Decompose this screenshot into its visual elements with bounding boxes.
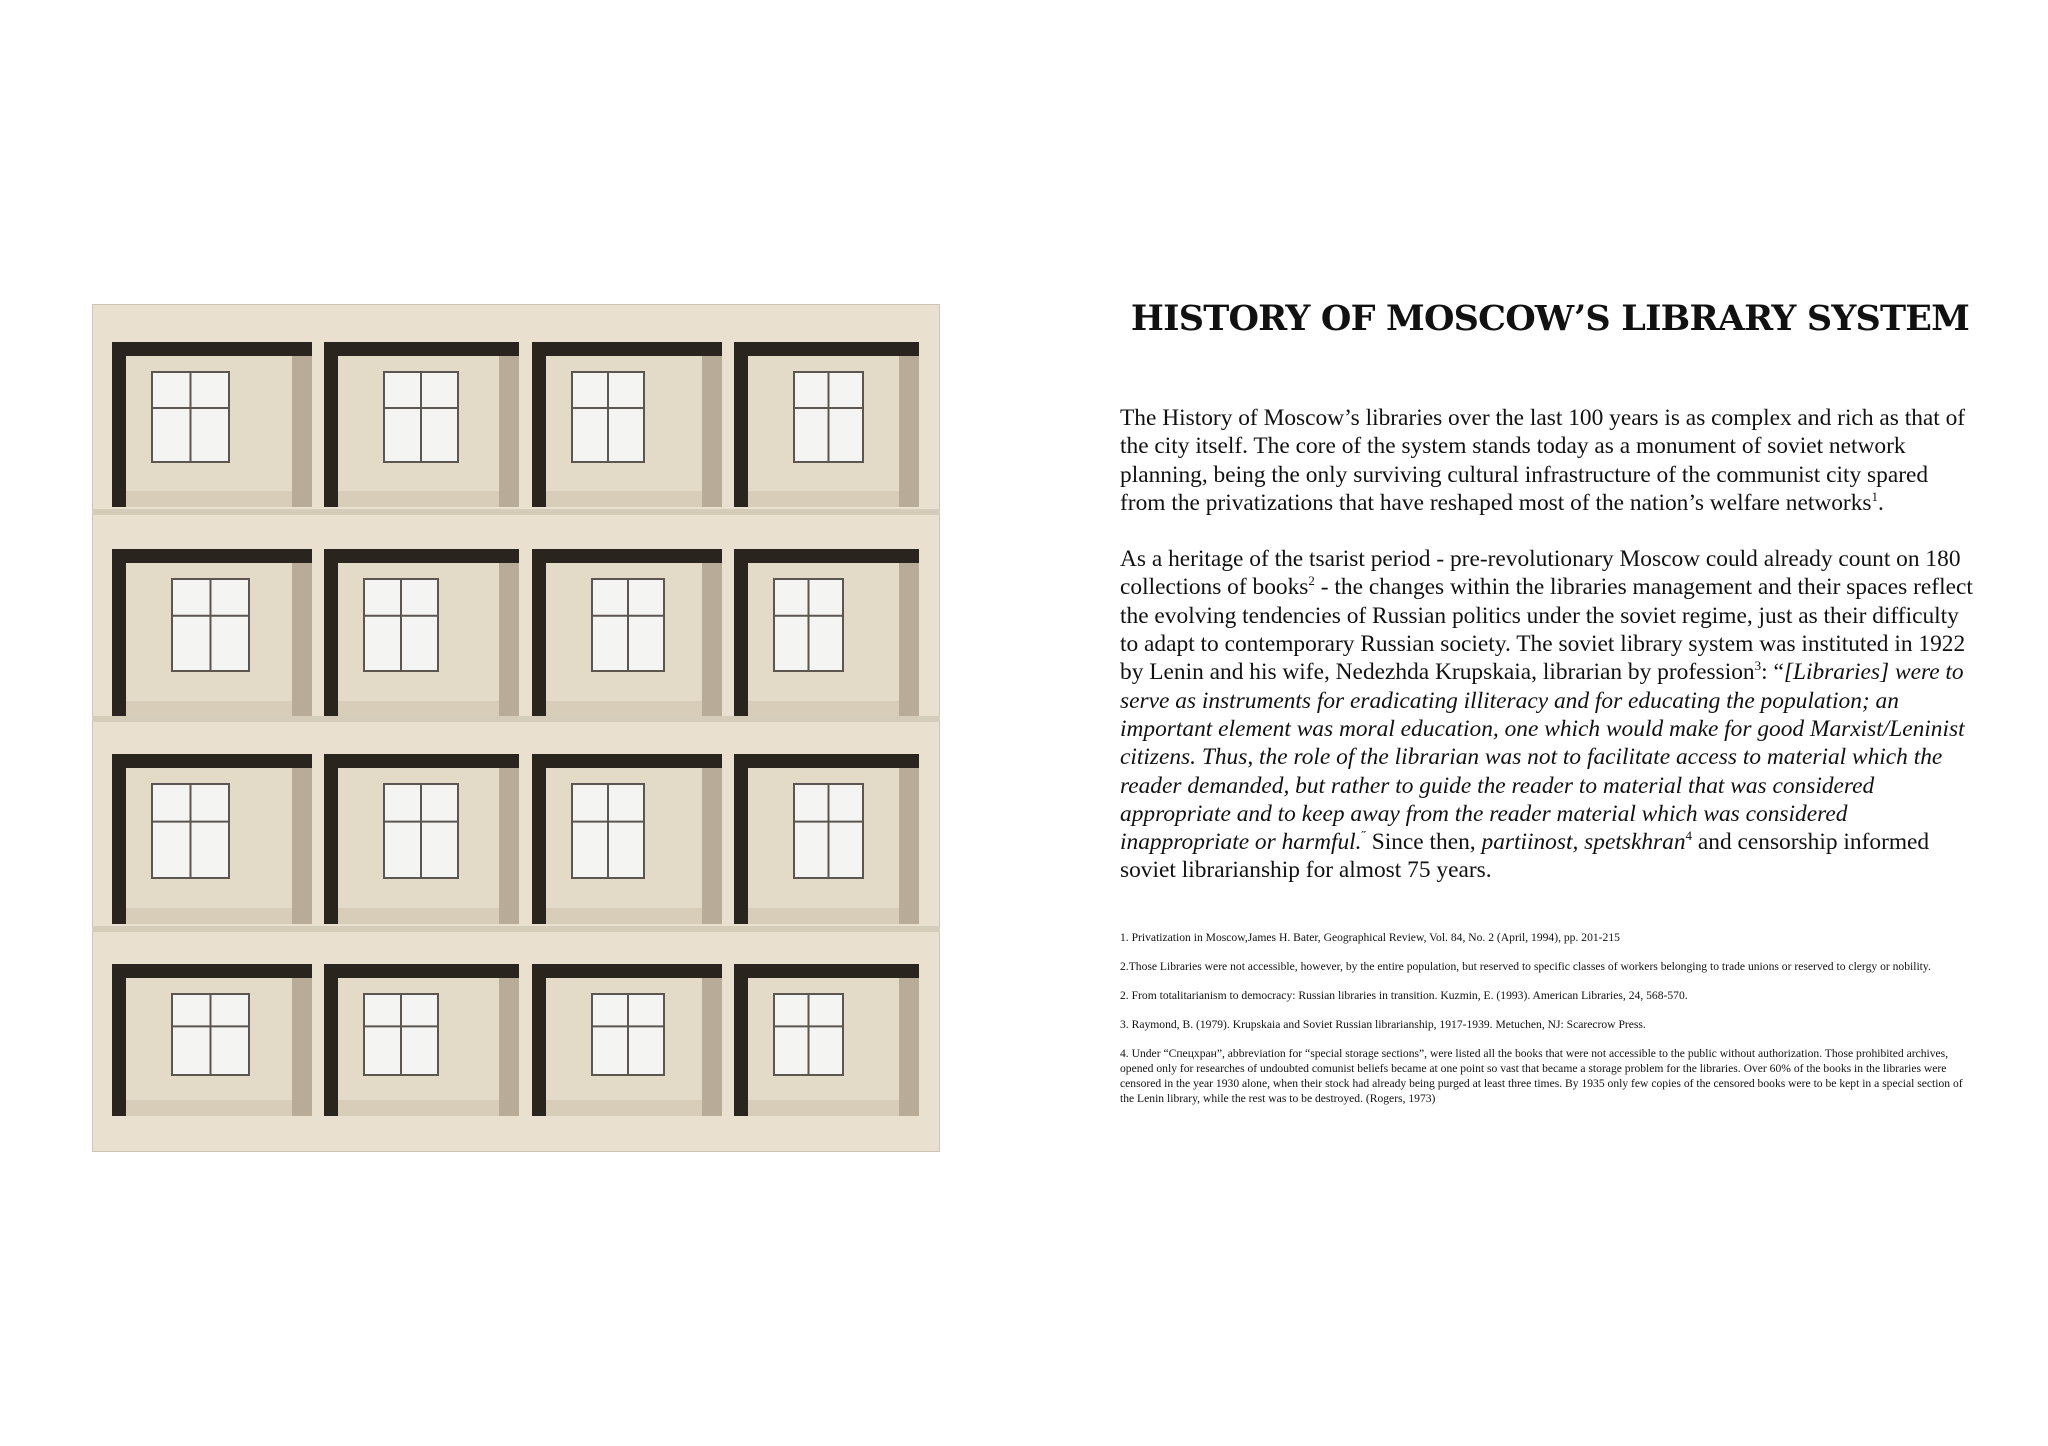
footnote-3: 3. Raymond, B. (1979). Krupskaia and Soviet Russian librarianship, 1917-1939. Metuchen, NJ: Scarecrow Press. xyxy=(1120,1018,1646,1031)
floor-slab-band xyxy=(92,509,940,515)
room-side-wall xyxy=(702,768,722,924)
footnote-2: 2.Those Libraries were not accessible, however, by the entire population, but reserved to specific classes of workers belonging to trade unions or reserved to clergy or nobility. xyxy=(1120,960,1931,973)
room-floor xyxy=(338,1100,499,1116)
footnote-ref-3: 3 xyxy=(1754,658,1762,674)
room-floor xyxy=(748,701,899,717)
room-side-wall xyxy=(499,768,519,924)
room-side-wall xyxy=(899,768,919,924)
room-floor xyxy=(126,491,292,507)
footnotes xyxy=(1120,930,1974,1120)
room-floor xyxy=(546,908,702,924)
paragraph-1-end: . xyxy=(1878,489,1884,516)
facade-model-illustration xyxy=(92,304,940,1152)
room-floor xyxy=(546,701,702,717)
room-side-wall xyxy=(702,978,722,1116)
page-title: HISTORY OF MOSCOW’S LIBRARY SYSTEM xyxy=(1130,298,1970,339)
room-floor xyxy=(338,491,499,507)
footnote-ref-2: 2 xyxy=(1308,573,1315,589)
footnote-ref-1: 1 xyxy=(1871,489,1879,505)
room-side-wall xyxy=(899,356,919,507)
footnote-1: 1. Privatization in Moscow,James H. Bater, Geographical Review, Vol. 84, No. 2 (April, 1994), pp. 201-215 xyxy=(1120,931,1620,944)
lenin-quote: [Libraries] were to serve as instruments for eradicating illiteracy and for educating the population; an important element was moral education, one which would make for good Marxist/Leninist citizens. Thus, the role of the librarian was not to facilitate access to material which the reader demanded, but rather to guide the reader to material that was considered appropriate and to keep away from the reader material which was considered inappropriate or harmful. xyxy=(1120,659,1965,856)
room-side-wall xyxy=(702,563,722,717)
room-floor xyxy=(546,1100,702,1116)
room-side-wall xyxy=(702,356,722,507)
paragraph-2 xyxy=(1120,545,1974,885)
floor-slab-band xyxy=(92,926,940,932)
room-floor xyxy=(126,1100,292,1116)
room-floor xyxy=(748,908,899,924)
room-side-wall xyxy=(899,978,919,1116)
quote-closing-mark: ˝ xyxy=(1361,828,1366,844)
paragraph-1 xyxy=(1120,404,1974,517)
room-floor xyxy=(748,491,899,507)
room-side-wall xyxy=(499,563,519,717)
paragraph-2-part-1: As a heritage of the tsarist period - pre-revolutionary Moscow could already count on 180 collections of books xyxy=(1120,546,1961,601)
room-side-wall xyxy=(499,356,519,507)
room-floor xyxy=(126,908,292,924)
room-floor xyxy=(748,1100,899,1116)
term-partiinost-spetskhran: partiinost, spetskhran xyxy=(1481,829,1686,856)
room-side-wall xyxy=(292,978,312,1116)
room-floor xyxy=(338,701,499,717)
body-text xyxy=(1120,404,1974,885)
room-side-wall xyxy=(499,978,519,1116)
room-floor xyxy=(338,908,499,924)
room-side-wall xyxy=(292,768,312,924)
footnote-4: 4. Under “Спецхран”, abbreviation for “special storage sections”, were listed all the books that were not accessible to the public without authorization. Those prohibited archives, opened only for researches of undoubted comunist beliefs became at one point so vast that became a storage problem for the libraries. Over 60% of the books in the libraries were censored in the year 1930 alone, when their stock had already being purged at least three times. By 1935 only few copies of the censored books were to be kept in a special section of the Lenin library, while the rest was to be destroyed. (Rogers, 1973) xyxy=(1120,1047,1963,1105)
room-side-wall xyxy=(292,356,312,507)
facade-model-image xyxy=(92,304,940,1152)
paragraph-2-part-5: and censorship informed soviet librarianship for almost 75 years. xyxy=(1120,829,1930,884)
room-floor xyxy=(546,491,702,507)
footnote-2b: 2. From totalitarianism to democracy: Russian libraries in transition. Kuzmin, E. (1993). American Libraries, 24, 568-570. xyxy=(1120,989,1688,1002)
room-side-wall xyxy=(899,563,919,717)
floor-slab-band xyxy=(92,716,940,722)
room-side-wall xyxy=(292,563,312,717)
paragraph-2-part-4: Since then, xyxy=(1365,829,1482,856)
footnote-ref-4: 4 xyxy=(1685,828,1693,844)
room-floor xyxy=(126,701,292,717)
paragraph-2-part-3: : “ xyxy=(1761,659,1784,686)
paragraph-1-text: The History of Moscow’s libraries over the last 100 years is as complex and rich as that of the city itself. The core of the system stands today as a monument of soviet network planning, being the only surviving cultural infrastructure of the communist city spared from the privatizations that have reshaped most of the nation’s welfare networks xyxy=(1120,405,1966,516)
paragraph-2-part-2: - the changes within the libraries management and their spaces reflect the evolving tendencies of Russian politics under the soviet regime, just as their difficulty to adapt to contemporary Russian society. The soviet library system was instituted in 1922 by Lenin and his wife, Nedezhda Krupskaia, librarian by profession xyxy=(1120,574,1973,686)
